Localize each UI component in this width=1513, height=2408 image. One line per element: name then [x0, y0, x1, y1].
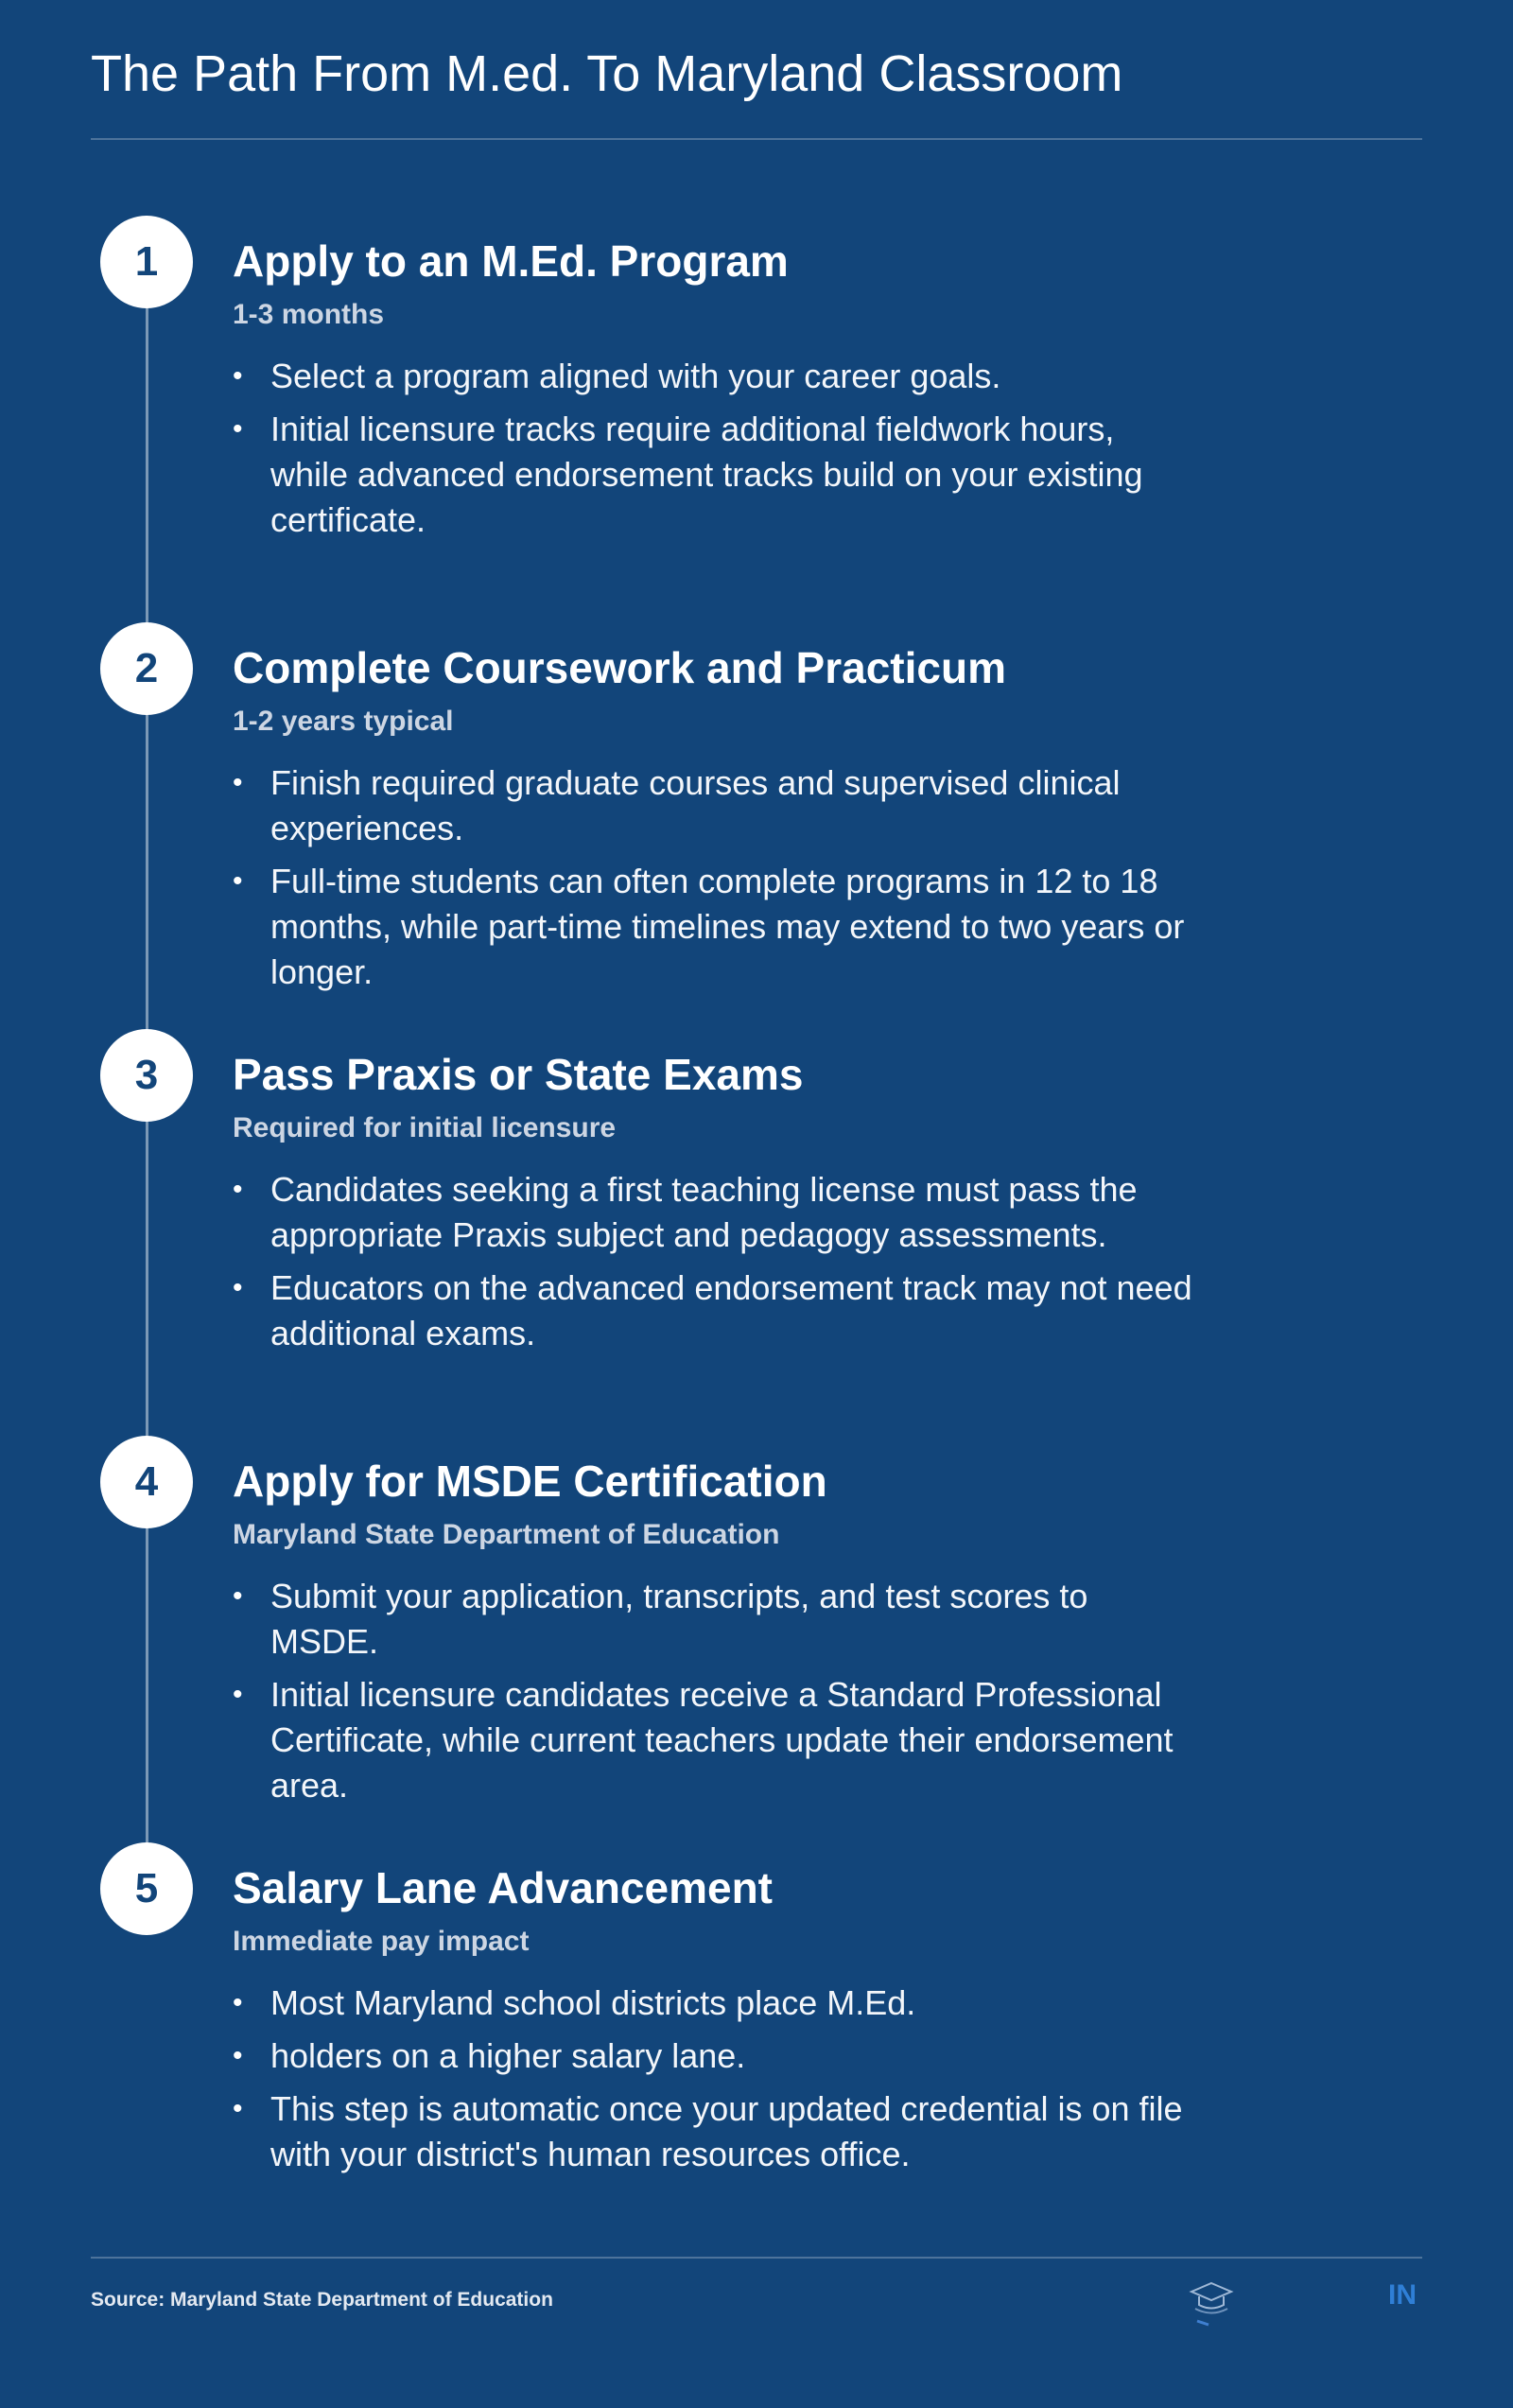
step-title: Complete Coursework and Practicum [233, 643, 1006, 692]
step-number-circle: 5 [100, 1842, 193, 1935]
step-bullet-list [233, 354, 1197, 550]
bullet-item: • Initial licensure tracks require additional fieldwork hours, while advanced endorsement tracks build on your existing certificate. [233, 407, 1197, 543]
step-title: Salary Lane Advancement [233, 1863, 773, 1912]
brand-mark: IN [1388, 2279, 1417, 2311]
step-duration: 1-3 months [233, 299, 385, 330]
step-duration: Immediate pay impact [233, 1926, 530, 1957]
footer-divider [91, 2257, 1422, 2259]
source-note: Source: Maryland State Department of Education [91, 2289, 553, 2311]
page-title: The Path From M.ed. To Maryland Classroom [91, 45, 1123, 102]
bullet-item: • This step is automatic once your updated credential is on file with your district's human resources office. [233, 2086, 1197, 2177]
step-number-circle: 3 [100, 1029, 193, 1122]
step-number-circle: 1 [100, 216, 193, 308]
step-number-circle: 2 [100, 622, 193, 715]
bullet-item: • Submit your application, transcripts, and test scores to MSDE. [233, 1574, 1197, 1665]
step-title: Apply for MSDE Certification [233, 1457, 827, 1506]
step-bullet-list [233, 760, 1197, 1003]
bullet-item: • Candidates seeking a first teaching license must pass the appropriate Praxis subject and pedagogy assessments. [233, 1167, 1197, 1258]
step-duration: 1-2 years typical [233, 706, 454, 737]
bullet-item: • Educators on the advanced endorsement track may not need additional exams. [233, 1265, 1197, 1356]
bullet-item: • Most Maryland school districts place M.Ed. [233, 1980, 1197, 2026]
step-number-circle: 4 [100, 1436, 193, 1528]
step-duration: Maryland State Department of Education [233, 1519, 780, 1550]
header-divider [91, 138, 1422, 140]
step-duration: Required for initial licensure [233, 1112, 617, 1143]
step-title: Apply to an M.Ed. Program [233, 236, 789, 286]
bullet-item: • Initial licensure candidates receive a Standard Professional Certificate, while current teachers update their endorsement area. [233, 1672, 1197, 1808]
step-bullet-list [233, 1980, 1197, 2185]
bullet-item: • Finish required graduate courses and supervised clinical experiences. [233, 760, 1197, 851]
bullet-item: • holders on a higher salary lane. [233, 2033, 1197, 2079]
graduation-cap-icon [1188, 2279, 1235, 2332]
bullet-item: • Full-time students can often complete programs in 12 to 18 months, while part-time timelines may extend to two years or longer. [233, 859, 1197, 995]
bullet-item: • Select a program aligned with your career goals. [233, 354, 1197, 399]
step-bullet-list [233, 1167, 1197, 1364]
step-title: Pass Praxis or State Exams [233, 1050, 804, 1099]
step-bullet-list [233, 1574, 1197, 1816]
